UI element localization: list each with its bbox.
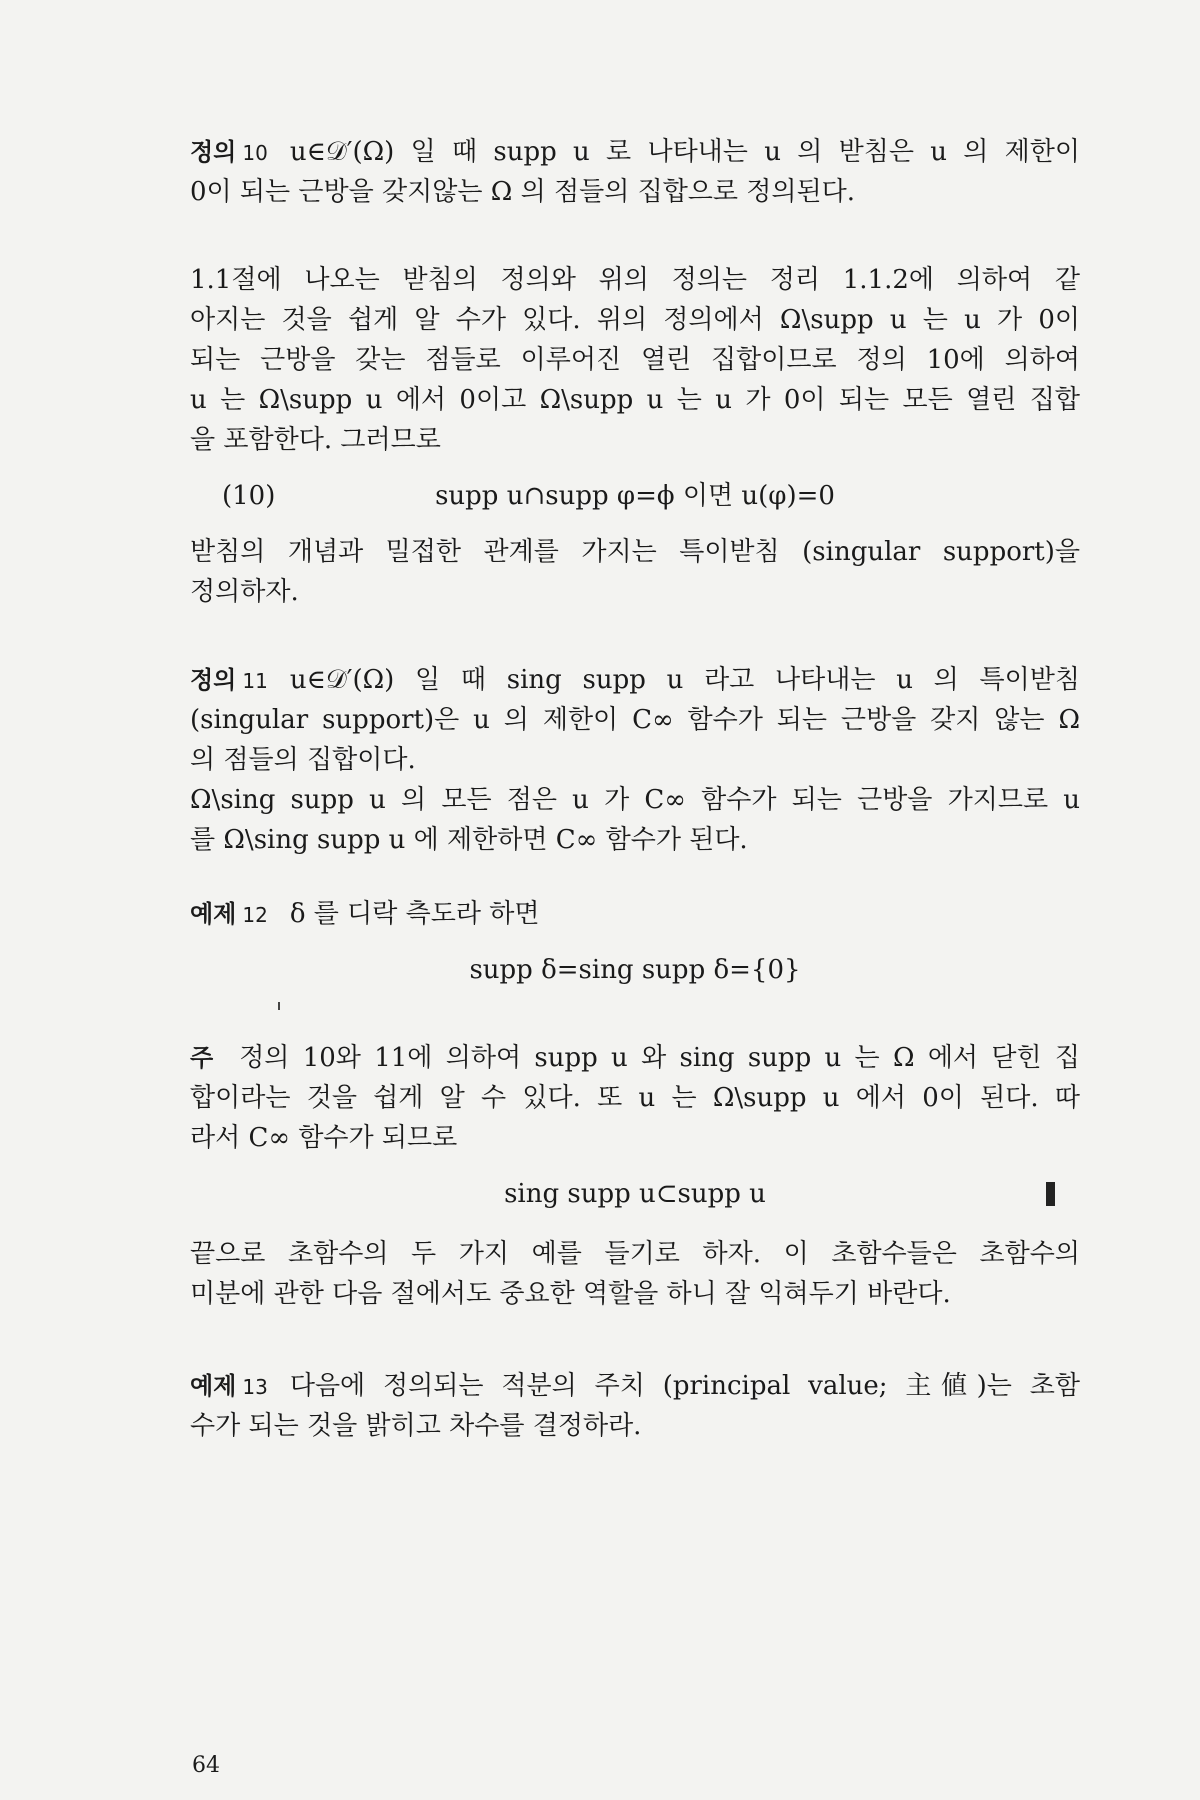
- page-number: 64: [192, 1753, 220, 1778]
- note-line-3: 라서 C∞ 함수가 되므로: [190, 1123, 458, 1153]
- example-13-label: 예제 13: [190, 1372, 268, 1400]
- example-13-line-2: 수가 되는 것을 밝히고 차수를 결정하라.: [190, 1411, 642, 1441]
- definition-10-line-2: 0이 되는 근방을 갖지않는 Ω 의 점들의 집합으로 정의된다.: [190, 177, 856, 207]
- paragraph-1-line-5: 을 포함한다. 그러므로: [190, 425, 441, 455]
- example-12-line: 예제 12 δ 를 디락 측도라 하면: [190, 899, 540, 929]
- paragraph-1-line-2: 아지는 것을 쉽게 알 수가 있다. 위의 정의에서 Ω\supp u 는 u 가 0이: [190, 305, 1080, 335]
- paragraph-3-line-2: 미분에 관한 다음 절에서도 중요한 역할을 하니 잘 익혀두기 바란다.: [190, 1279, 951, 1309]
- definition-10-label: 정의 10: [190, 138, 268, 166]
- definition-11-label: 정의 11: [190, 666, 268, 694]
- note-line-1: 주 정의 10와 11에 의하여 supp u 와 sing supp u 는 Ω 에서 닫힌 집: [190, 1043, 1080, 1073]
- example-12-label: 예제 12: [190, 900, 268, 928]
- example-13-line-1: 예제 13 다음에 정의되는 적분의 주치 (principal value; 主値)는 초함: [190, 1371, 1080, 1401]
- equation-10-number: (10): [222, 481, 276, 511]
- stray-mark: [278, 1002, 280, 1010]
- example-12-formula: supp δ=sing supp δ={0}: [469, 955, 801, 985]
- note-line-2: 합이라는 것을 쉽게 알 수 있다. 또 u 는 Ω\supp u 에서 0이 된다. 따: [190, 1083, 1080, 1113]
- paragraph-2-line-2: 정의하자.: [190, 577, 299, 607]
- paragraph-3-line-1: 끝으로 초함수의 두 가지 예를 들기로 하자. 이 초함수들은 초함수의: [190, 1239, 1080, 1269]
- paragraph-1-line-4: u 는 Ω\supp u 에서 0이고 Ω\supp u 는 u 가 0이 되는 모든 열린 집합: [190, 385, 1080, 415]
- definition-11-line-3: 의 점들의 집합이다.: [190, 745, 416, 775]
- paragraph-1-line-1: 1.1절에 나오는 받침의 정의와 위의 정의는 정리 1.1.2에 의하여 같: [190, 265, 1080, 295]
- definition-11-line-4: Ω\sing supp u 의 모든 점은 u 가 C∞ 함수가 되는 근방을 가지므로 u: [190, 785, 1080, 815]
- equation-10: supp u∩supp φ=ϕ 이면 u(φ)=0: [435, 481, 835, 511]
- note-label: 주: [190, 1044, 214, 1072]
- definition-11-line-1: 정의 11 u∈𝒟′(Ω) 일 때 sing supp u 라고 나타내는 u 의 특이받침: [190, 665, 1080, 695]
- paragraph-1-line-3: 되는 근방을 갖는 점들로 이루어진 열린 집합이므로 정의 10에 의하여: [190, 345, 1080, 375]
- paragraph-2-line-1: 받침의 개념과 밀접한 관계를 가지는 특이받침 (singular support)을: [190, 537, 1080, 567]
- definition-11-line-5: 를 Ω\sing supp u 에 제한하면 C∞ 함수가 된다.: [190, 825, 748, 855]
- note-formula: sing supp u⊂supp u: [504, 1179, 766, 1209]
- definition-10-line-1: 정의 10 u∈𝒟′(Ω) 일 때 supp u 로 나타내는 u 의 받침은 u 의 제한이: [190, 137, 1080, 167]
- definition-11-line-2: (singular support)은 u 의 제한이 C∞ 함수가 되는 근방을 갖지 않는 Ω: [190, 705, 1080, 735]
- end-of-proof-mark: [1046, 1182, 1055, 1206]
